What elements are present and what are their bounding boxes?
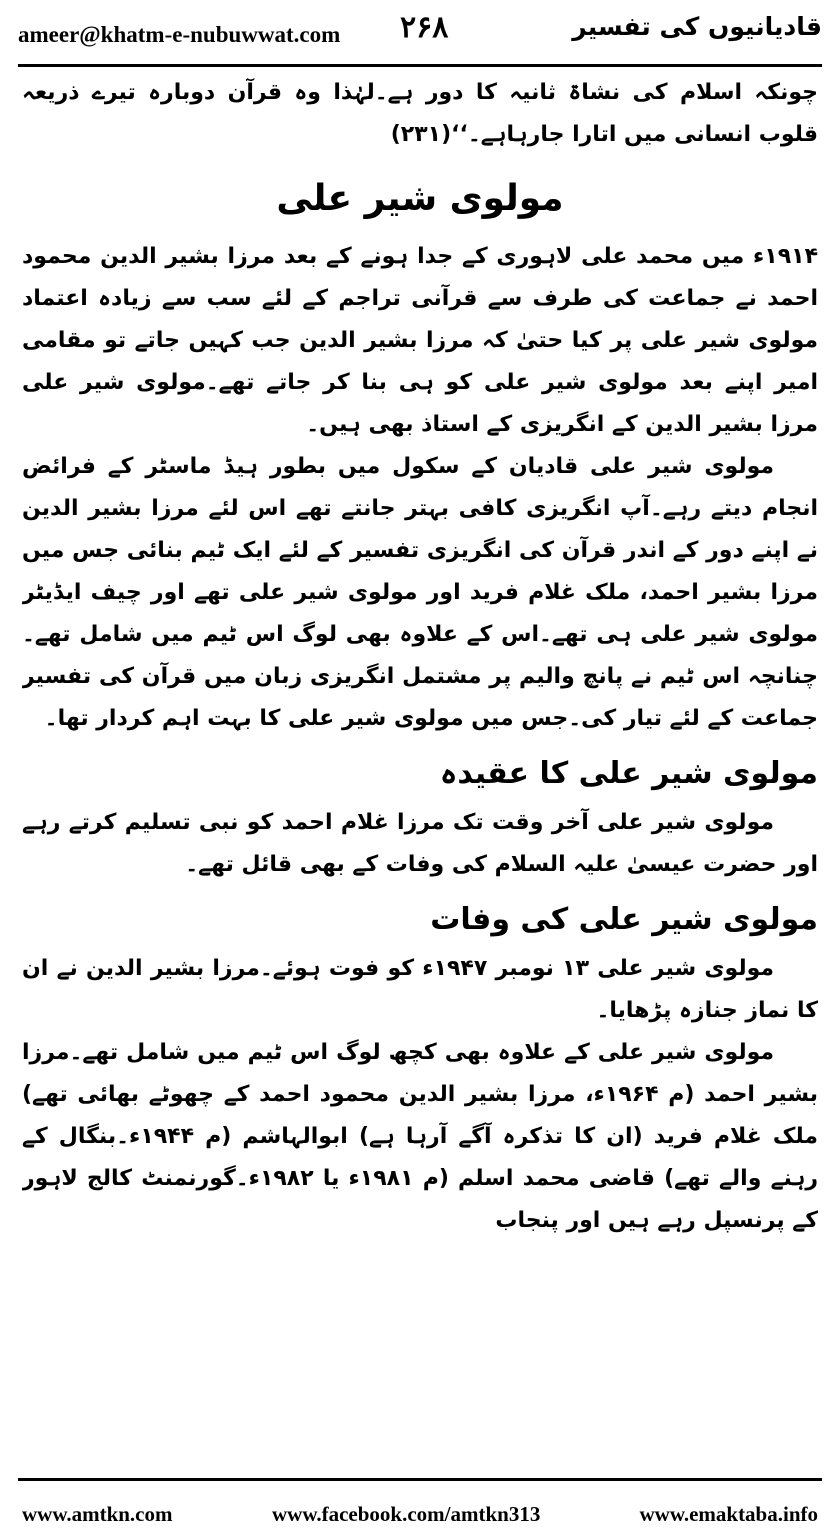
footer-link-facebook[interactable]: www.facebook.com/amtkn313 <box>272 1502 541 1526</box>
book-title: قادیانیوں کی تفسیر <box>572 12 822 41</box>
footer-link-emaktaba[interactable]: www.emaktaba.info <box>639 1502 818 1526</box>
header-email: ameer@khatm-e-nubuwwat.com <box>18 22 341 47</box>
section-heading-main: مولوی شیر علی <box>276 178 564 219</box>
paragraph-1: ۱۹۱۴ء میں محمد علی لاہوری کے جدا ہونے کے بعد مرزا بشیر الدین محمود احمد نے جماعت کی طرف سے قرآنی تراجم کے لئے سب سے زیادہ اعتماد مولوی شیر علی پر کیا حتیٰ کہ مرزا بشیر الدین جب کہیں جاتے تو مقامی امیر اپنے بعد مولوی شیر علی کو ہی بنا کر جاتے تھے۔مولوی شیر علی مرزا بشیر الدین کے انگریزی کے استاذ بھی ہیں۔ <box>22 244 818 437</box>
page-header <box>18 0 822 70</box>
section-heading-aqeeda: مولوی شیر علی کا عقیدہ <box>439 756 818 791</box>
footer-divider <box>18 1478 822 1481</box>
paragraph-4: مولوی شیر علی ۱۳ نومبر ۱۹۴۷ء کو فوت ہوئے۔مرزا بشیر الدین نے ان کا نماز جنازہ پڑھایا۔ <box>22 956 818 1023</box>
section-heading-wafat: مولوی شیر علی کی وفات <box>430 902 818 937</box>
footer-link-amtkn[interactable]: www.amtkn.com <box>22 1502 173 1526</box>
header-divider <box>18 64 822 67</box>
paragraph-3: مولوی شیر علی آخر وقت تک مرزا غلام احمد کو نبی تسلیم کرتے رہے اور حضرت عیسیٰ علیہ السلام کی وفات کے بھی قائل تھے۔ <box>22 810 818 877</box>
intro-paragraph: چونکہ اسلام کی نشاۃ ثانیہ کا دور ہے۔لہٰذا وہ قرآن دوبارہ تیرے ذریعہ قلوب انسانی میں اتارا جارہاہے۔‘‘(۲۳۱) <box>22 80 818 147</box>
page-footer <box>22 1494 818 1534</box>
paragraph-5: مولوی شیر علی کے علاوہ بھی کچھ لوگ اس ٹیم میں شامل تھے۔مرزا بشیر احمد (م ۱۹۶۴ء، مرزا بشیر الدین محمود احمد کے چھوٹے بھائی تھے) ملک غلام فرید (ان کا تذکرہ آگے آرہا ہے) ابوالہاشم (م ۱۹۴۴ء۔بنگال کے رہنے والے تھے) قاضی محمد اسلم (م ۱۹۸۱ء یا ۱۹۸۲ء۔گورنمنٹ کالج لاہور کے پرنسپل رہے ہیں اور پنجاب <box>22 1040 818 1233</box>
paragraph-2: مولوی شیر علی قادیان کے سکول میں بطور ہیڈ ماسٹر کے فرائض انجام دیتے رہے۔آپ انگریزی کافی بہتر جانتے تھے اس لئے مرزا بشیر الدین نے اپنے دور کے اندر قرآن کی انگریزی تفسیر کے لئے ایک ٹیم بنائی جس میں مرزا بشیر احمد، ملک غلام فرید اور مولوی شیر علی تھے اور چیف ایڈیٹر مولوی شیر علی ہی تھے۔اس کے علاوہ بھی لوگ اس ٹیم میں شامل تھے۔چنانچہ اس ٹیم نے پانچ والیم پر مشتمل انگریزی زبان میں قرآن کی تفسیر جماعت کے لئے تیار کی۔جس میں مولوی شیر علی کا بہت اہم کردار تھا۔ <box>22 454 818 731</box>
page-number: ۲۶۸ <box>400 10 449 45</box>
page-body <box>22 72 818 1464</box>
